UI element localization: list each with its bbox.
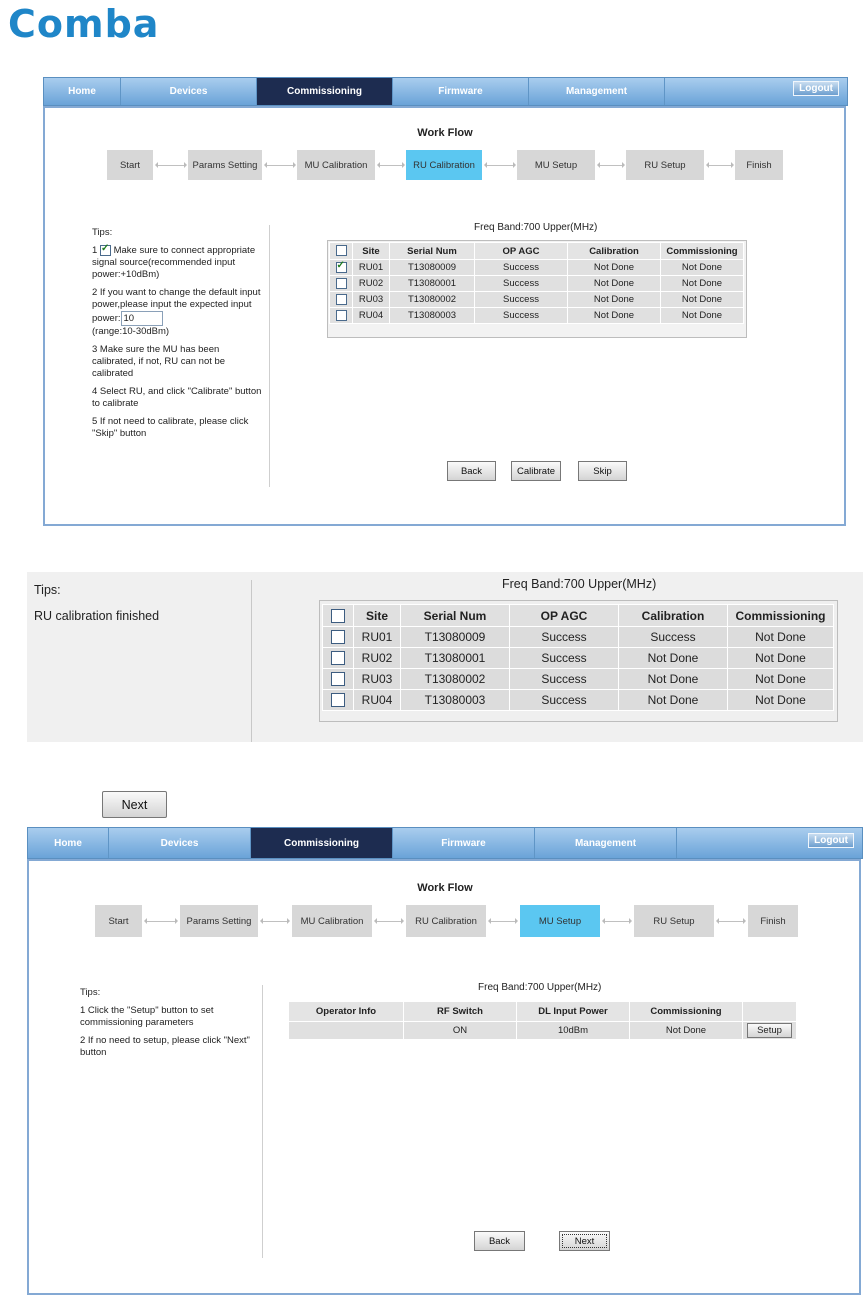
nav-spacer — [677, 828, 862, 858]
freq-band-label: Freq Band:700 Upper(MHz) — [474, 222, 598, 233]
op-agc-cell: Success — [475, 308, 568, 324]
site-cell: RU04 — [354, 690, 401, 711]
tip-1: 1 Click the "Setup" button to set commissioning parameters — [80, 1005, 214, 1028]
commissioning-cell: Not Done — [728, 648, 834, 669]
operator-info-cell — [289, 1022, 404, 1040]
tips-label: Tips: — [80, 987, 101, 998]
back-button[interactable]: Back — [474, 1231, 525, 1251]
column-header: Site — [354, 605, 401, 627]
column-header: Serial Num — [390, 243, 475, 260]
step-connector — [158, 165, 184, 166]
table-header-row — [330, 243, 744, 260]
tips-panel-2 — [80, 987, 255, 1065]
calibration-cell: Success — [619, 627, 728, 648]
zoom-divider — [251, 580, 252, 742]
row-checkbox[interactable] — [336, 262, 347, 273]
step-mu-calibration: MU Calibration — [292, 905, 372, 937]
op-agc-cell: Success — [475, 276, 568, 292]
tip-4: 4 Select RU, and click "Calibrate" button to calibrate — [92, 386, 262, 410]
step-ru-calibration: RU Calibration — [406, 150, 482, 180]
zoom-ru-table — [322, 604, 834, 711]
commissioning-cell: Not Done — [728, 669, 834, 690]
column-header: Site — [353, 243, 390, 260]
tab-management[interactable]: Management — [529, 78, 665, 105]
setup-button[interactable]: Setup — [747, 1023, 792, 1038]
serial-cell: T13080003 — [401, 690, 510, 711]
column-header: DL Input Power — [517, 1002, 630, 1022]
table-row — [330, 308, 744, 324]
calibrate-button[interactable]: Calibrate — [511, 461, 561, 481]
tab-commissioning[interactable]: Commissioning — [257, 78, 393, 105]
comba-logo: Comba — [8, 2, 160, 46]
calibration-cell: Not Done — [568, 308, 661, 324]
step-ru-setup: RU Setup — [634, 905, 714, 937]
workflow-title: Work Flow — [417, 127, 473, 139]
column-header: Calibration — [619, 605, 728, 627]
table-row — [330, 260, 744, 276]
row-checkbox[interactable] — [336, 310, 347, 321]
table-row — [289, 1022, 797, 1040]
step-start: Start — [95, 905, 142, 937]
select-all-checkbox[interactable] — [336, 245, 347, 256]
step-mu-calibration: MU Calibration — [297, 150, 375, 180]
commissioning-cell: Not Done — [728, 690, 834, 711]
step-mu-setup: MU Setup — [517, 150, 595, 180]
column-header — [743, 1002, 797, 1022]
row-select-cell — [330, 308, 353, 324]
site-cell: RU03 — [354, 669, 401, 690]
column-header: Calibration — [568, 243, 661, 260]
serial-cell: T13080001 — [401, 648, 510, 669]
step-connector — [263, 921, 287, 922]
step-connector — [605, 921, 629, 922]
main-nav-bar-2 — [27, 827, 863, 859]
select-all-checkbox[interactable] — [331, 609, 345, 623]
tips-divider — [269, 225, 270, 487]
table-header-row — [323, 605, 834, 627]
step-connector — [600, 165, 622, 166]
step-connector — [147, 921, 175, 922]
row-checkbox[interactable] — [336, 294, 347, 305]
op-agc-cell: Success — [475, 260, 568, 276]
row-select-cell — [323, 648, 354, 669]
commissioning-cell: Not Done — [728, 627, 834, 648]
tip-3: 3 Make sure the MU has been calibrated, if not, RU can not be calibrated — [92, 344, 226, 380]
step-connector — [709, 165, 731, 166]
main-nav-bar — [43, 77, 848, 106]
step-connector — [267, 165, 293, 166]
tip-2 — [92, 287, 262, 338]
step-params-setting: Params Setting — [188, 150, 262, 180]
tab-home[interactable]: Home — [44, 78, 121, 105]
column-header: OP AGC — [510, 605, 619, 627]
calibration-cell: Not Done — [619, 669, 728, 690]
step-connector — [719, 921, 743, 922]
row-select-cell — [330, 260, 353, 276]
back-button[interactable]: Back — [447, 461, 496, 481]
table-row — [323, 690, 834, 711]
calibration-cell: Not Done — [568, 260, 661, 276]
commissioning-cell: Not Done — [630, 1022, 743, 1040]
tip-2-range: (range:10-30dBm) — [92, 326, 170, 338]
serial-cell: T13080009 — [390, 260, 475, 276]
select-all-header — [323, 605, 354, 627]
step-finish: Finish — [748, 905, 798, 937]
tab-management[interactable]: Management — [535, 828, 677, 858]
calibration-cell: Not Done — [568, 276, 661, 292]
tip-5: 5 If not need to calibrate, please click "Skip" button — [92, 416, 249, 440]
step-connector — [377, 921, 401, 922]
setup-cell — [743, 1022, 797, 1040]
nav-spacer — [665, 78, 847, 105]
skip-button[interactable]: Skip — [578, 461, 627, 481]
row-select-cell — [323, 690, 354, 711]
step-start: Start — [107, 150, 153, 180]
row-checkbox[interactable] — [331, 693, 345, 707]
tab-devices[interactable]: Devices — [121, 78, 257, 105]
tab-home[interactable]: Home — [28, 828, 109, 858]
column-header: OP AGC — [475, 243, 568, 260]
commissioning-cell: Not Done — [661, 292, 744, 308]
op-agc-cell: Success — [510, 669, 619, 690]
serial-cell: T13080009 — [401, 627, 510, 648]
select-all-header — [330, 243, 353, 260]
column-header: Serial Num — [401, 605, 510, 627]
site-cell: RU02 — [353, 276, 390, 292]
column-header: Commissioning — [661, 243, 744, 260]
calibration-cell: Not Done — [619, 648, 728, 669]
step-ru-setup: RU Setup — [626, 150, 704, 180]
tips-label: Tips: — [92, 227, 113, 238]
op-agc-cell: Success — [510, 648, 619, 669]
site-cell: RU04 — [353, 308, 390, 324]
tab-firmware[interactable]: Firmware — [393, 78, 529, 105]
column-header: Commissioning — [630, 1002, 743, 1022]
column-header: Commissioning — [728, 605, 834, 627]
site-cell: RU03 — [353, 292, 390, 308]
table-header-row — [289, 1002, 797, 1022]
tip-1 — [92, 245, 262, 281]
next-button[interactable]: Next — [559, 1231, 610, 1251]
calibration-finished-message: RU calibration finished — [34, 609, 160, 623]
tips-panel — [92, 227, 262, 446]
freq-band-label: Freq Band:700 Upper(MHz) — [478, 982, 602, 993]
serial-cell: T13080002 — [390, 292, 475, 308]
step-connector — [487, 165, 513, 166]
row-select-cell — [330, 276, 353, 292]
row-select-cell — [323, 669, 354, 690]
commissioning-cell: Not Done — [661, 276, 744, 292]
row-select-cell — [323, 627, 354, 648]
tip-2-text: 2 If you want to change the default input power,please input the expected input power: — [92, 287, 261, 325]
commissioning-cell: Not Done — [661, 260, 744, 276]
step-finish: Finish — [735, 150, 783, 180]
step-connector — [380, 165, 402, 166]
site-cell: RU02 — [354, 648, 401, 669]
step-mu-setup: MU Setup — [520, 905, 600, 937]
row-select-cell — [330, 292, 353, 308]
op-agc-cell: Success — [510, 627, 619, 648]
next-button[interactable]: Next — [102, 791, 167, 818]
serial-cell: T13080001 — [390, 276, 475, 292]
tab-firmware[interactable]: Firmware — [393, 828, 535, 858]
column-header: Operator Info — [289, 1002, 404, 1022]
ru-table — [329, 242, 744, 324]
commissioning-cell: Not Done — [661, 308, 744, 324]
row-checkbox[interactable] — [336, 278, 347, 289]
dl-input-power-cell: 10dBm — [517, 1022, 630, 1040]
op-agc-cell: Success — [475, 292, 568, 308]
tab-devices[interactable]: Devices — [109, 828, 251, 858]
serial-cell: T13080002 — [401, 669, 510, 690]
tip-2: 2 If no need to setup, please click "Next" button — [80, 1035, 250, 1058]
step-params-setting: Params Setting — [180, 905, 258, 937]
op-agc-cell: Success — [510, 690, 619, 711]
column-header: RF Switch — [404, 1002, 517, 1022]
calibration-cell: Not Done — [619, 690, 728, 711]
confirm-signal-checkbox[interactable] — [100, 245, 111, 256]
table-row — [323, 648, 834, 669]
logout-button[interactable]: Logout — [808, 833, 854, 848]
mu-setup-table — [288, 1001, 797, 1040]
row-checkbox[interactable] — [331, 651, 345, 665]
site-cell: RU01 — [354, 627, 401, 648]
zoom-tips-label: Tips: — [34, 583, 61, 597]
logout-button[interactable]: Logout — [793, 81, 839, 96]
input-power-field[interactable]: 10 — [121, 311, 163, 326]
site-cell: RU01 — [353, 260, 390, 276]
serial-cell: T13080003 — [390, 308, 475, 324]
table-row — [323, 669, 834, 690]
tip-1-text: Make sure to connect appropriate signal source(recommended input power:+10dBm) — [92, 245, 256, 281]
rf-switch-cell: ON — [404, 1022, 517, 1040]
workflow-title: Work Flow — [417, 882, 473, 894]
tab-commissioning[interactable]: Commissioning — [251, 828, 393, 858]
table-row — [330, 292, 744, 308]
zoom-freq-band-label: Freq Band:700 Upper(MHz) — [502, 577, 657, 591]
table-row — [330, 276, 744, 292]
row-checkbox[interactable] — [331, 630, 345, 644]
tips-divider-2 — [262, 985, 263, 1258]
row-checkbox[interactable] — [331, 672, 345, 686]
calibration-cell: Not Done — [568, 292, 661, 308]
tip-1-number: 1 — [92, 245, 98, 257]
step-ru-calibration: RU Calibration — [406, 905, 486, 937]
step-connector — [491, 921, 515, 922]
table-row — [323, 627, 834, 648]
